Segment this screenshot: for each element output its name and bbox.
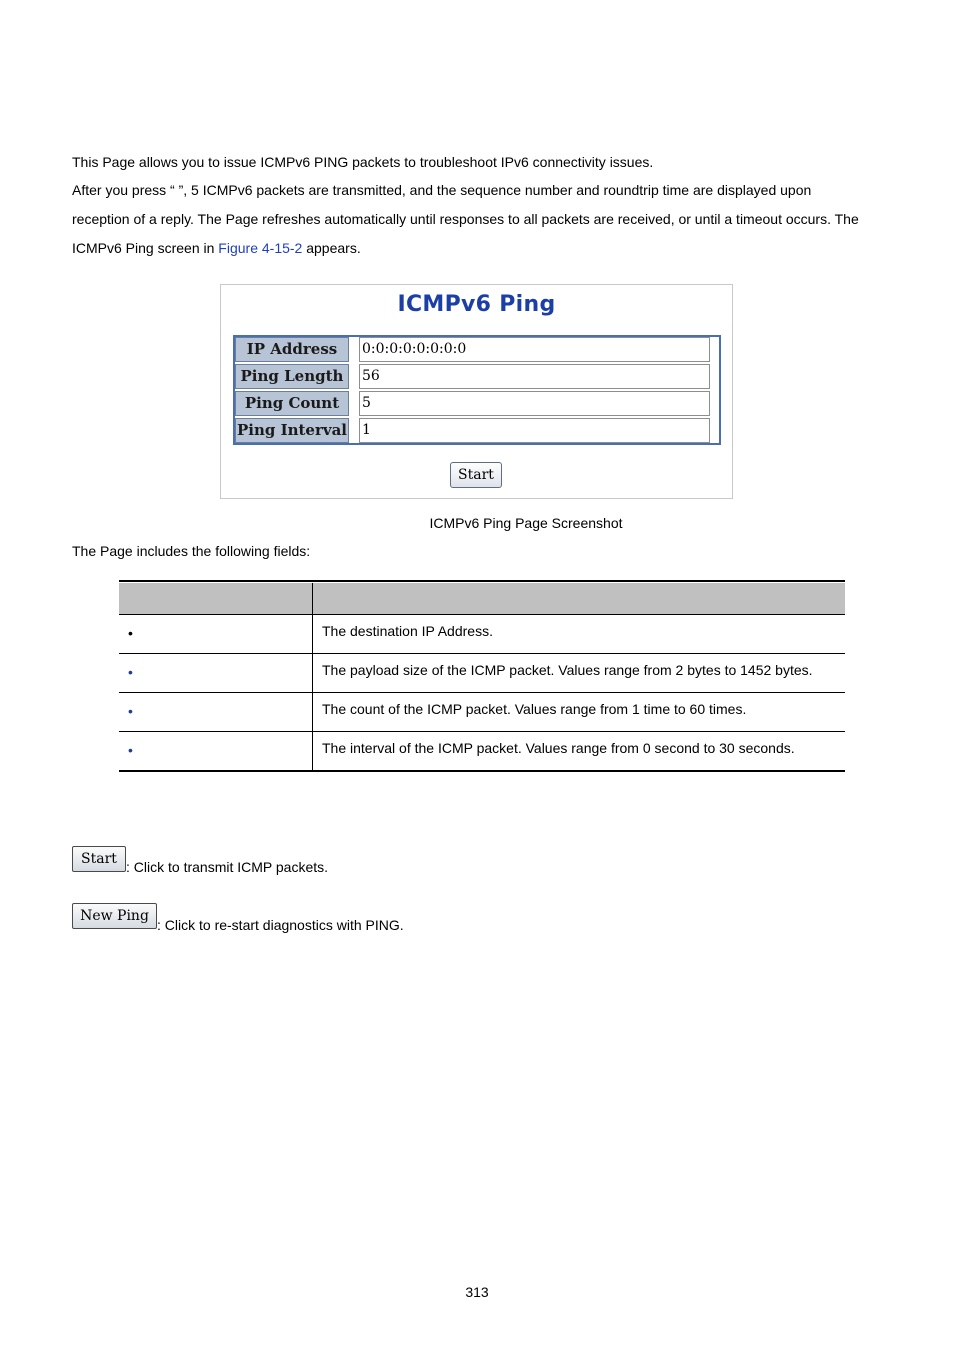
fields-intro: The Page includes the following fields: — [72, 543, 311, 559]
ip-address-row — [235, 337, 719, 364]
ping-length-label: Ping Length — [235, 364, 349, 389]
table-row — [119, 654, 845, 693]
intro-line-4 — [72, 240, 361, 256]
ping-settings-table — [233, 335, 721, 445]
intro-line-3: reception of a reply. The Page refreshes automatically until responses to all packets are received, or until a timeout occurs. The — [72, 211, 859, 227]
ping-interval-field[interactable]: 1 — [359, 418, 710, 443]
figure-caption: ICMPv6 Ping Page Screenshot — [429, 515, 623, 531]
figure-link[interactable]: Figure 4-15-2 — [218, 240, 303, 256]
ping-count-label: Ping Count — [235, 391, 349, 416]
row-description: The destination IP Address. — [322, 623, 493, 639]
table-bottom-rule — [119, 770, 845, 772]
row-bullet: • — [128, 664, 133, 680]
ping-length-field[interactable]: 56 — [359, 364, 710, 389]
table-column-divider — [312, 583, 313, 771]
intro-line-1: This Page allows you to issue ICMPv6 PING packets to troubleshoot IPv6 connectivity issues. — [72, 154, 654, 170]
screenshot-title: ICMPv6 Ping — [397, 292, 556, 317]
table-row — [119, 732, 845, 770]
row-bullet: • — [128, 625, 133, 641]
row-bullet: • — [128, 742, 133, 758]
intro-line-4-prefix: ICMPv6 Ping screen in — [72, 240, 219, 256]
ping-count-row — [235, 391, 719, 418]
start-button-description: : Click to transmit ICMP packets. — [126, 859, 329, 875]
new-ping-button[interactable]: New Ping — [72, 903, 157, 929]
intro-line-2: After you press “ ”, 5 ICMPv6 packets are transmitted, and the sequence number and roundtrip time are displayed upon — [72, 182, 812, 198]
new-ping-button-description: : Click to re-start diagnostics with PING. — [157, 917, 404, 933]
ping-interval-label: Ping Interval — [235, 418, 349, 443]
intro-line-4-suffix: appears. — [302, 240, 361, 256]
row-description: The payload size of the ICMP packet. Values range from 2 bytes to 1452 bytes. — [322, 662, 813, 678]
start-button[interactable]: Start — [72, 846, 126, 872]
ping-count-field[interactable]: 5 — [359, 391, 710, 416]
table-row — [119, 693, 845, 732]
ping-length-row — [235, 364, 719, 391]
ping-interval-row — [235, 418, 719, 445]
table-top-rule — [119, 580, 845, 582]
table-row — [119, 615, 845, 654]
table-header-row — [119, 583, 845, 615]
row-description: The count of the ICMP packet. Values range from 1 time to 60 times. — [322, 701, 747, 717]
screenshot-start-button[interactable]: Start — [450, 462, 502, 488]
row-bullet: • — [128, 703, 133, 719]
icmpv6-ping-screenshot — [220, 284, 733, 499]
ip-address-field[interactable]: 0:0:0:0:0:0:0:0 — [359, 337, 710, 362]
page-number: 313 — [465, 1284, 489, 1300]
ip-address-label: IP Address — [235, 337, 349, 362]
row-description: The interval of the ICMP packet. Values range from 0 second to 30 seconds. — [322, 740, 795, 756]
